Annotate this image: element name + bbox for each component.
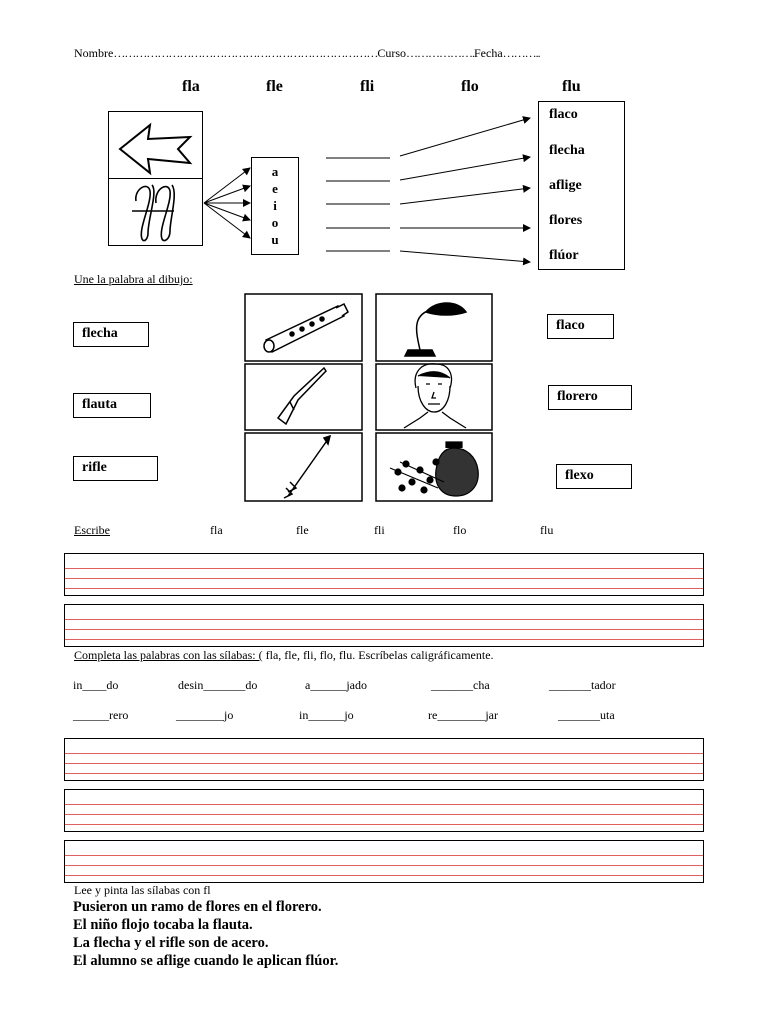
complete-title-main: Completa las palabras con las sílabas: ( bbox=[74, 648, 263, 662]
connector-lines bbox=[0, 0, 768, 300]
write-syllable-fla: fla bbox=[210, 523, 223, 537]
blank-word[interactable]: re________jar bbox=[428, 708, 498, 722]
writing-area[interactable] bbox=[64, 553, 704, 596]
curso-field[interactable]: ………………. bbox=[406, 46, 474, 60]
cell-frame bbox=[376, 294, 492, 361]
man-picture bbox=[404, 364, 466, 428]
vowel-o: o bbox=[271, 215, 279, 230]
complete-title-rest: fla, fle, fli, flo, flu. Escríbelas caligráficamente. bbox=[262, 648, 494, 662]
read-title: Lee y pinta las sílabas con fl bbox=[74, 883, 211, 897]
blank-word[interactable]: _______cha bbox=[431, 678, 490, 692]
word-aflige: aflige bbox=[549, 178, 582, 193]
word-arrow bbox=[400, 251, 530, 262]
vowel-u: u bbox=[271, 232, 279, 247]
blank-word[interactable]: desin_______do bbox=[178, 678, 258, 692]
writing-area[interactable] bbox=[64, 789, 704, 832]
flute-picture bbox=[264, 304, 348, 352]
syllable-fle: fle bbox=[266, 78, 283, 95]
blank-word[interactable]: ________jo bbox=[176, 708, 234, 722]
syllable-fla: fla bbox=[182, 78, 200, 95]
writing-area[interactable] bbox=[64, 604, 704, 647]
fecha-field[interactable]: ……….. bbox=[502, 46, 540, 60]
sentence: El alumno se aflige cuando le aplican flúor. bbox=[73, 953, 339, 969]
curso-label: Curso bbox=[377, 46, 406, 60]
right-word-florero[interactable]: florero bbox=[548, 385, 632, 410]
nombre-label: Nombre bbox=[74, 46, 114, 60]
write-syllable-fli: fli bbox=[374, 523, 385, 537]
cell-frame bbox=[245, 364, 362, 430]
blank-word[interactable]: in______jo bbox=[299, 708, 354, 722]
vowel-a: a bbox=[271, 164, 279, 179]
match-title: Une la palabra al dibujo: bbox=[74, 272, 193, 286]
nombre-field[interactable]: ……………………………………………………………… bbox=[113, 46, 378, 60]
fan-arrow bbox=[204, 203, 250, 238]
fan-arrow bbox=[204, 186, 250, 203]
writing-area[interactable] bbox=[64, 840, 704, 883]
left-word-flecha[interactable]: flecha bbox=[73, 322, 149, 347]
sentence: El niño flojo tocaba la flauta. bbox=[73, 917, 253, 933]
fan-arrow bbox=[204, 203, 250, 220]
word-arrow bbox=[400, 118, 530, 156]
cell-frame bbox=[245, 433, 362, 501]
syllable-flo: flo bbox=[461, 78, 479, 95]
vowel-e: e bbox=[272, 181, 278, 196]
blank-word[interactable]: a______jado bbox=[305, 678, 367, 692]
left-word-rifle[interactable]: rifle bbox=[73, 456, 158, 481]
word-flores: flores bbox=[549, 213, 583, 228]
left-word-flauta[interactable]: flauta bbox=[73, 393, 151, 418]
word-list-box bbox=[538, 101, 625, 270]
blank-word[interactable]: _______tador bbox=[549, 678, 616, 692]
word-arrow bbox=[400, 157, 530, 180]
fan-arrow bbox=[204, 168, 250, 203]
vase-picture bbox=[390, 442, 478, 496]
write-syllable-fle: fle bbox=[296, 523, 309, 537]
sentence: Pusieron un ramo de flores en el florero. bbox=[73, 899, 322, 915]
blank-word[interactable]: ______rero bbox=[73, 708, 129, 722]
sentence: La flecha y el rifle son de acero. bbox=[73, 935, 269, 951]
right-word-flexo[interactable]: flexo bbox=[556, 464, 632, 489]
vowel-i: i bbox=[273, 198, 277, 213]
write-title: Escribe bbox=[74, 523, 110, 537]
complete-title bbox=[74, 648, 494, 663]
writing-area[interactable] bbox=[64, 738, 704, 781]
fecha-label: Fecha bbox=[474, 46, 503, 60]
syllable-flu: flu bbox=[562, 78, 581, 95]
right-word-flaco[interactable]: flaco bbox=[547, 314, 614, 339]
write-syllable-flu: flu bbox=[540, 523, 554, 537]
lamp-picture bbox=[405, 303, 466, 356]
syllable-fli: fli bbox=[360, 78, 375, 95]
word-flaco: flaco bbox=[549, 107, 578, 122]
write-syllable-flo: flo bbox=[453, 523, 467, 537]
word-fluor: flúor bbox=[549, 248, 579, 263]
blank-word[interactable]: in____do bbox=[73, 678, 119, 692]
blank-word[interactable]: _______uta bbox=[558, 708, 615, 722]
arrow-picture bbox=[284, 436, 330, 498]
word-arrow bbox=[400, 188, 530, 204]
picture-grid bbox=[240, 292, 496, 506]
rifle-picture bbox=[278, 368, 326, 424]
word-flecha: flecha bbox=[549, 143, 585, 158]
